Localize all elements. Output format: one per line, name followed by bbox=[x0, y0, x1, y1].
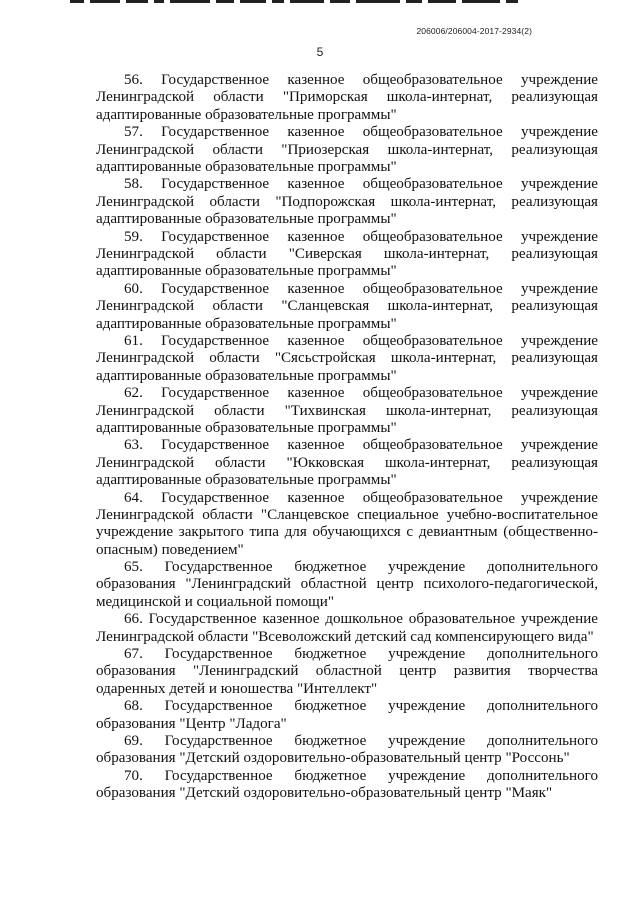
text-line: образования "Ленинградский областной центр психолого-педагогической, bbox=[96, 576, 598, 593]
text-line: адаптированные образовательные программы" bbox=[96, 158, 397, 175]
list-item bbox=[96, 559, 598, 611]
text-line: образования "Детский оздоровительно-образовательный центр "Россонь" bbox=[96, 750, 570, 767]
list-item bbox=[96, 490, 598, 560]
list-item bbox=[96, 385, 598, 437]
text-line: 68. Государственное бюджетное учреждение дополнительного bbox=[124, 698, 598, 715]
list-item bbox=[96, 72, 598, 124]
text-line: адаптированные образовательные программы" bbox=[96, 106, 397, 123]
list-item bbox=[96, 733, 598, 768]
text-line: 70. Государственное бюджетное учреждение дополнительного bbox=[124, 767, 598, 784]
list-item bbox=[96, 281, 598, 333]
list-item bbox=[96, 124, 598, 176]
text-line: адаптированные образовательные программы" bbox=[96, 263, 397, 280]
text-line: адаптированные образовательные программы" bbox=[96, 211, 397, 228]
list-item bbox=[96, 333, 598, 385]
text-line: опасным) поведением" bbox=[96, 541, 244, 558]
text-line: 65. Государственное бюджетное учреждение дополнительного bbox=[124, 559, 598, 576]
text-line: 61. Государственное казенное общеобразовательное учреждение bbox=[124, 332, 598, 349]
text-line: одаренных детей и юношества "Интеллект" bbox=[96, 680, 378, 697]
list-item bbox=[96, 229, 598, 281]
text-line: 59. Государственное казенное общеобразовательное учреждение bbox=[124, 228, 598, 245]
text-line: Ленинградской области "Тихвинская школа-интернат, реализующая bbox=[96, 402, 598, 419]
text-line: адаптированные образовательные программы" bbox=[96, 419, 397, 436]
text-line: Ленинградской области "Приморская школа-интернат, реализующая bbox=[96, 89, 598, 106]
text-line: 64. Государственное казенное общеобразовательное учреждение bbox=[124, 489, 598, 506]
document-body bbox=[96, 72, 598, 803]
page-number: 5 bbox=[316, 45, 324, 59]
text-line: учреждение закрытого типа для обучающихся с девиантным (общественно- bbox=[96, 524, 598, 541]
scan-top-edge-marks bbox=[70, 0, 590, 4]
document-id: 206006/206004-2017-2934(2) bbox=[416, 26, 532, 36]
text-line: Ленинградской области "Сиверская школа-интернат, реализующая bbox=[96, 245, 598, 262]
text-line: 58. Государственное казенное общеобразовательное учреждение bbox=[124, 176, 598, 193]
list-item bbox=[96, 646, 598, 698]
text-line: Ленинградской области "Подпорожская школа-интернат, реализующая bbox=[96, 193, 598, 210]
text-line: адаптированные образовательные программы" bbox=[96, 315, 397, 332]
text-line: 63. Государственное казенное общеобразовательное учреждение bbox=[124, 437, 598, 454]
text-line: образования "Центр "Ладога" bbox=[96, 715, 287, 732]
text-line: 57. Государственное казенное общеобразовательное учреждение bbox=[124, 124, 598, 141]
list-item bbox=[96, 176, 598, 228]
text-line: 56. Государственное казенное общеобразовательное учреждение bbox=[124, 72, 598, 88]
text-line: Ленинградской области "Всеволожский детский сад компенсирующего вида" bbox=[96, 628, 594, 645]
text-line: адаптированные образовательные программы" bbox=[96, 472, 397, 489]
text-line: Ленинградской области "Юкковская школа-интернат, реализующая bbox=[96, 454, 598, 471]
text-line: 60. Государственное казенное общеобразовательное учреждение bbox=[124, 280, 598, 297]
text-line: 66. Государственное казенное дошкольное образовательное учреждение bbox=[124, 611, 598, 628]
text-line: Ленинградской области "Сясьстройская школа-интернат, реализующая bbox=[96, 350, 598, 367]
text-line: медицинской и социальной помощи" bbox=[96, 593, 334, 610]
text-line: 69. Государственное бюджетное учреждение дополнительного bbox=[124, 733, 598, 750]
text-line: образования "Ленинградский областной центр развития творчества bbox=[96, 663, 598, 680]
list-item bbox=[96, 437, 598, 489]
text-line: адаптированные образовательные программы" bbox=[96, 367, 397, 384]
text-line: Ленинградской области "Сланцевская школа-интернат, реализующая bbox=[96, 298, 598, 315]
text-line: Ленинградской области "Приозерская школа-интернат, реализующая bbox=[96, 141, 598, 158]
text-line: Ленинградской области "Сланцевское специальное учебно-воспитательное bbox=[96, 506, 598, 523]
list-item bbox=[96, 768, 598, 803]
text-line: 62. Государственное казенное общеобразовательное учреждение bbox=[124, 385, 598, 402]
text-line: 67. Государственное бюджетное учреждение дополнительного bbox=[124, 646, 598, 663]
list-item bbox=[96, 698, 598, 733]
text-line: образования "Детский оздоровительно-образовательный центр "Маяк" bbox=[96, 785, 553, 802]
list-item bbox=[96, 611, 598, 646]
